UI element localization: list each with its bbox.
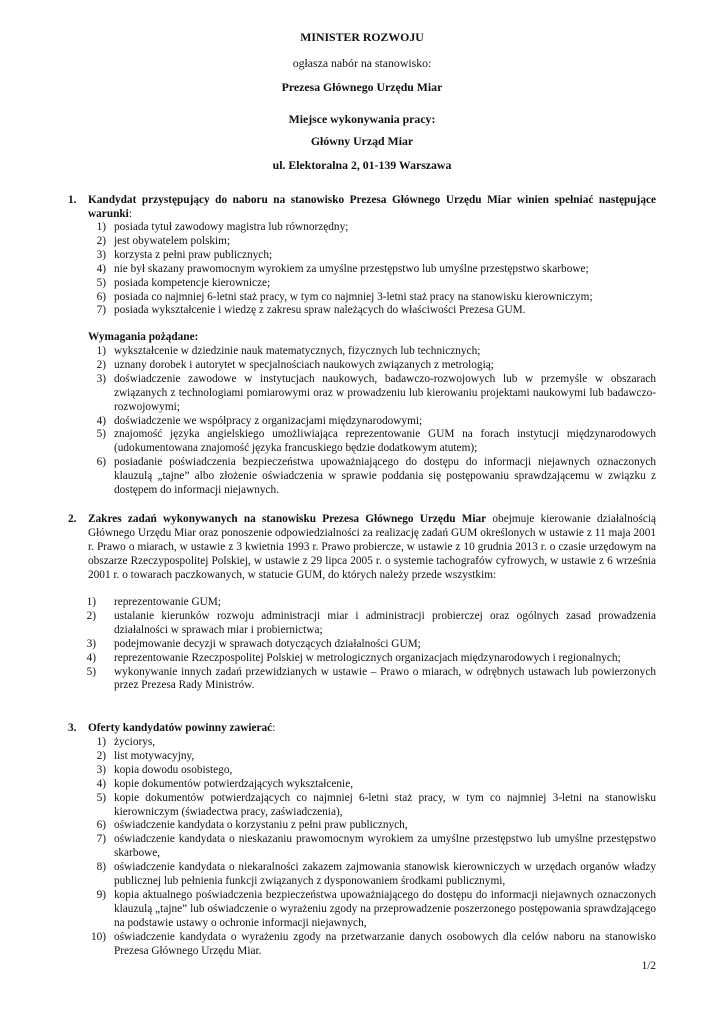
section-2-tasks-list — [68, 596, 656, 693]
offer-document-item — [68, 736, 656, 750]
list-item-number: 4) — [96, 414, 106, 427]
workplace-name: Główny Urząd Miar — [310, 134, 414, 148]
offer-document-item — [68, 750, 656, 764]
section-3-heading-suffix: : — [272, 722, 276, 734]
list-item-number: 1) — [96, 736, 106, 748]
offer-document-item — [68, 819, 656, 833]
section-1-heading-suffix: : — [128, 207, 132, 220]
desired-requirement-item — [68, 373, 656, 415]
list-item-number: 1) — [86, 596, 96, 608]
list-item-number: 2) — [96, 749, 106, 762]
list-item-text: znajomość języka angielskiego umożliwiająca reprezentowanie GUM na forach instytucji międzynarodowych (udokumentowana znajomość języka francuskiego będzie dodatkowym atutem); — [114, 428, 656, 455]
list-item-number: 4) — [96, 777, 106, 790]
workplace-label: Miejsce wykonywania pracy: — [288, 112, 436, 126]
offer-document-item — [68, 778, 656, 792]
list-item-number: 7) — [96, 833, 106, 846]
desired-requirement-item — [68, 428, 656, 456]
list-item-text: reprezentowanie GUM; — [114, 596, 221, 608]
offer-document-item — [68, 764, 656, 778]
document-title: MINISTER ROZWOJU — [300, 30, 424, 44]
list-item-text: list motywacyjny, — [114, 749, 195, 762]
section-3-heading-text: Oferty kandydatów powinny zawierać — [88, 722, 273, 734]
list-item-text: oświadczenie kandydata o niekaralności zakazem zajmowania stanowisk kierowniczych w urzędach organów władzy publicznej lub pełnienia funkcji związanych z dysponowaniem środkami publicznymi, — [114, 861, 656, 888]
list-item-text: korzysta z pełni praw publicznych; — [114, 248, 273, 261]
requirement-item — [68, 291, 656, 305]
list-item-text: życiorys, — [114, 736, 156, 748]
list-item-text: nie był skazany prawomocnym wyrokiem za umyślne przestępstwo lub umyślne przestępstwo skarbowe; — [114, 262, 589, 275]
list-item-text: kopie dokumentów potwierdzających co najmniej 6-letni staż pracy, w tym co najmniej 3-letni na stanowisku kierowniczym (świadectwa pracy, zaświadczenia), — [114, 791, 656, 818]
list-item-text: oświadczenie kandydata o nieskazaniu prawomocnym wyrokiem za umyślne przestępstwo lub umyślne przestępstwo skarbowe, — [114, 833, 656, 860]
requirement-item — [68, 221, 656, 235]
list-item-text: oświadczenie kandydata o wyrażeniu zgody na przetwarzanie danych osobowych dla celów naboru na stanowisko Prezesa Głównego Urzędu Miar. — [114, 930, 656, 957]
task-item — [68, 638, 656, 652]
list-item-number: 6) — [96, 290, 106, 303]
offer-document-item — [68, 833, 656, 861]
section-2-heading — [68, 513, 656, 583]
desired-requirements-list — [68, 345, 656, 498]
list-item-number: 3) — [96, 763, 106, 776]
list-item-text: posiada co najmniej 6-letni staż pracy, w tym co najmniej 3-letni staż pracy na stanowisku kierowniczym; — [114, 290, 593, 303]
list-item-number: 6) — [96, 819, 106, 832]
list-item-text: posiadanie poświadczenia bezpieczeństwa upoważniającego do dostępu do informacji niejawnych oznaczonych klauzulą „tajne” albo złożenie oświadczenia w sprawie poddania się postępowaniu sprawdzającemu w związku z dostępem do informacji niejawnych. — [114, 456, 656, 497]
task-item — [68, 596, 656, 610]
section-3-offer-list — [68, 736, 656, 959]
task-item — [68, 610, 656, 638]
list-item-number: 2) — [86, 609, 96, 622]
offer-document-item — [68, 889, 656, 931]
list-item-text: kopia dowodu osobistego, — [114, 763, 233, 776]
position-title: Prezesa Głównego Urzędu Miar — [281, 80, 443, 94]
desired-requirement-item — [68, 345, 656, 359]
section-1-number: 1. — [68, 194, 77, 206]
list-item-number: 8) — [96, 861, 106, 874]
list-item-text: wykształcenie w dziedzinie nauk matematycznych, fizycznych lub technicznych; — [114, 345, 481, 357]
list-item-number: 2) — [96, 358, 106, 371]
list-item-number: 1) — [96, 345, 106, 357]
page-number: 1/2 — [641, 960, 656, 972]
list-item-number: 5) — [96, 791, 106, 804]
desired-requirement-item — [68, 415, 656, 429]
list-item-number: 3) — [96, 372, 106, 385]
list-item-number: 10) — [90, 930, 106, 943]
section-1-requirements-list — [68, 221, 656, 318]
list-item-text: oświadczenie kandydata o korzystaniu z pełni praw publicznych, — [114, 819, 408, 832]
list-item-text: posiada wykształcenie i wiedzę z zakresu spraw należących do właściwości Prezesa GUM. — [114, 304, 526, 317]
document-subtitle: ogłasza nabór na stanowisko: — [292, 56, 432, 70]
list-item-text: kopie dokumentów potwierdzających wykształcenie, — [114, 777, 354, 790]
list-item-number: 4) — [96, 262, 106, 275]
offer-document-item — [68, 861, 656, 889]
workplace-address: ul. Elektoralna 2, 01-139 Warszawa — [272, 158, 452, 172]
list-item-text: reprezentowanie Rzeczpospolitej Polskiej w metrologicznych organizacjach międzynarodowych i regionalnych; — [114, 651, 621, 664]
list-item-number: 5) — [96, 428, 106, 441]
section-2-intro-text: obejmuje kierowanie działalnością Głównego Urzędu Miar oraz ponoszenie odpowiedzialności za realizację zadań GUM określonych w ustawie z 11 maja 2001 r. Prawo o miarach, w ustawie z 3 kwietnia 1993 r. Prawo probiercze, w ustawie z 10 grudnia 2013 r. o czasie urzędowym na obszarze Rzeczypospolitej Polskiej, w ustawie z 29 lipca 2005 r. o systemie tachografów cyfrowych, w ustawie z 6 września 2001 r. o towarach paczkowanych, w statucie GUM, do których należy przede wszystkim: — [88, 513, 656, 581]
section-3-number: 3. — [68, 722, 77, 734]
list-item-number: 3) — [96, 248, 106, 261]
list-item-text: jest obywatelem polskim; — [114, 234, 231, 247]
list-item-text: posiada kompetencje kierownicze; — [114, 276, 271, 289]
list-item-number: 9) — [96, 888, 106, 901]
requirement-item — [68, 304, 656, 318]
section-1-heading-text: Kandydat przystępujący do naboru na stanowisko Prezesa Głównego Urzędu Miar winien spełniać następujące warunki — [88, 194, 656, 220]
offer-document-item — [68, 931, 656, 959]
list-item-number: 2) — [96, 234, 106, 247]
task-item — [68, 652, 656, 666]
list-item-text: kopia aktualnego poświadczenia bezpieczeństwa upoważniającego do dostępu do informacji niejawnych oznaczonych klauzulą „tajne” lub oświadczenie o wyrażeniu zgody na przeprowadzenie poszerzonego postępowania sprawdzającego na podstawie ustawy o ochronie informacji niejawnych, — [114, 888, 656, 929]
list-item-number: 4) — [86, 651, 96, 664]
list-item-number: 7) — [96, 304, 106, 317]
section-2-number: 2. — [68, 513, 77, 525]
list-item-text: doświadczenie zawodowe w instytucjach naukowych, badawczo-rozwojowych lub w przemyśle w obszarach związanych z technologiami pomiarowymi oraz w prowadzeniu lub kierowaniu projektami naukowymi lub badawczo-rozwojowymi; — [114, 372, 656, 413]
list-item-number: 1) — [96, 221, 106, 233]
list-item-text: ustalanie kierunków rozwoju administracji miar i administracji probierczej oraz ogólnych zasad prowadzenia działalności w sprawach miar i probiernictwa; — [114, 609, 656, 636]
list-item-text: posiada tytuł zawodowy magistra lub równorzędny; — [114, 221, 349, 233]
list-item-number: 5) — [96, 276, 106, 289]
desired-requirement-item — [68, 359, 656, 373]
list-item-number: 5) — [86, 665, 96, 678]
offer-document-item — [68, 792, 656, 820]
list-item-number: 6) — [96, 456, 106, 469]
requirement-item — [68, 277, 656, 291]
list-item-number: 3) — [86, 637, 96, 650]
requirement-item — [68, 249, 656, 263]
requirement-item — [68, 235, 656, 249]
section-3-heading — [68, 722, 656, 736]
list-item-text: podejmowanie decyzji w sprawach dotyczących działalności GUM; — [114, 637, 421, 650]
desired-requirements-heading: Wymagania pożądane: — [88, 331, 199, 343]
list-item-text: wykonywanie innych zadań przewidzianych w ustawie – Prawo o miarach, w odrębnych ustawach lub powierzonych przez Prezesa Rady Ministrów. — [114, 665, 656, 692]
task-item — [68, 666, 656, 694]
list-item-text: uznany dorobek i autorytet w specjalnościach naukowych związanych z metrologią; — [114, 358, 494, 371]
list-item-text: doświadczenie we współpracy z organizacjami międzynarodowymi; — [114, 414, 423, 427]
desired-requirement-item — [68, 456, 656, 498]
section-1-heading — [68, 194, 656, 222]
section-2-heading-text: Zakres zadań wykonywanych na stanowisku Prezesa Głównego Urzędu Miar — [88, 513, 487, 525]
requirement-item — [68, 263, 656, 277]
